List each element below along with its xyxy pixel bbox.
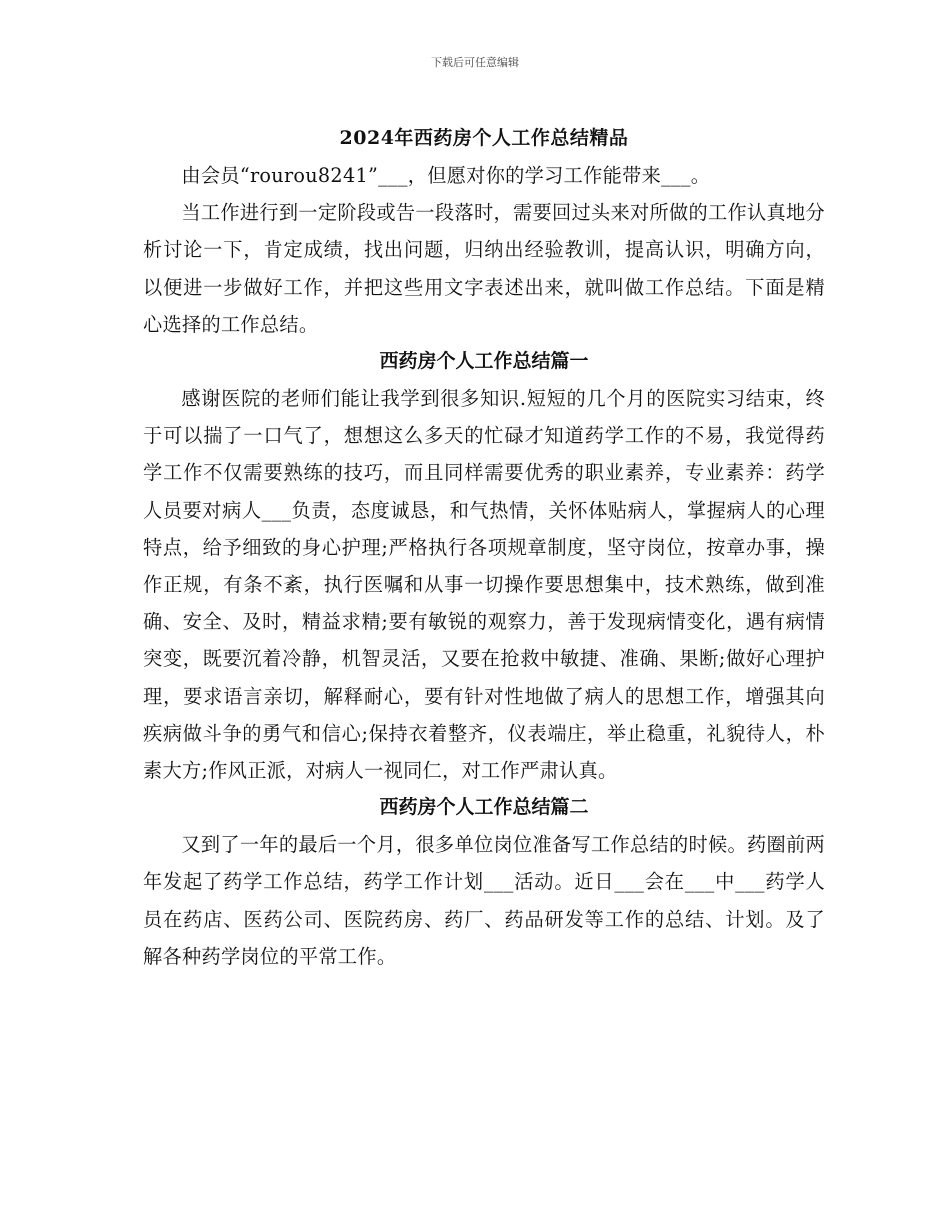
intro-paragraph-2: 当工作进行到一定阶段或告一段落时，需要回过头来对所做的工作认真地分析讨论一下，肯定成绩，找出问题，归纳出经验教训，提高认识，明确方向，以便进一步做好工作，并把这些用文字表述出来，就叫做工作总结。下面是精心选择的工作总结。	[143, 201, 825, 336]
header-note: 下载后可任意编辑	[431, 56, 519, 69]
section-heading-2: 西药房个人工作总结篇二	[379, 796, 589, 819]
section-heading-1: 西药房个人工作总结篇一	[379, 350, 589, 373]
intro-paragraph-1: 由会员“rourou8241”___，但愿对你的学习工作能带来___。	[181, 164, 711, 187]
document-body	[143, 121, 825, 975]
section-1-paragraph: 感谢医院的老师们能让我学到很多知识.短短的几个月的医院实习结束，终于可以揣了一口气了，想想这么多天的忙碌才知道药学工作的不易，我觉得药学工作不仅需要熟练的技巧，而且同样需要优秀的职业素养，专业素养：药学人员要对病人___负责，态度诚恳，和气热情，关怀体贴病人，掌握病人的心理特点，给予细致的身心护理;严格执行各项规章制度，坚守岗位，按章办事，操作正规，有条不紊，执行医嘱和从事一切操作要思想集中，技术熟练，做到准确、安全、及时，精益求精;要有敏锐的观察力，善于发现病情变化，遇有病情突变，既要沉着冷静，机智灵活，又要在抢救中敏捷、准确、果断;做好心理护理，要求语言亲切，解释耐心，要有针对性地做了病人的思想工作，增强其向疾病做斗争的勇气和信心;保持衣着整齐，仪表端庄，举止稳重，礼貌待人，朴素大方;作风正派，对病人一视同仁，对工作严肃认真。	[143, 387, 825, 783]
document-title: 2024年西药房个人工作总结精品	[339, 127, 629, 149]
section-2-paragraph: 又到了一年的最后一个月，很多单位岗位准备写工作总结的时候。药圈前两年发起了药学工作总结，药学工作计划___活动。近日___会在___中___药学人员在药店、医药公司、医院药房、药厂、药品研发等工作的总结、计划。及了解各种药学岗位的平常工作。	[143, 833, 825, 968]
